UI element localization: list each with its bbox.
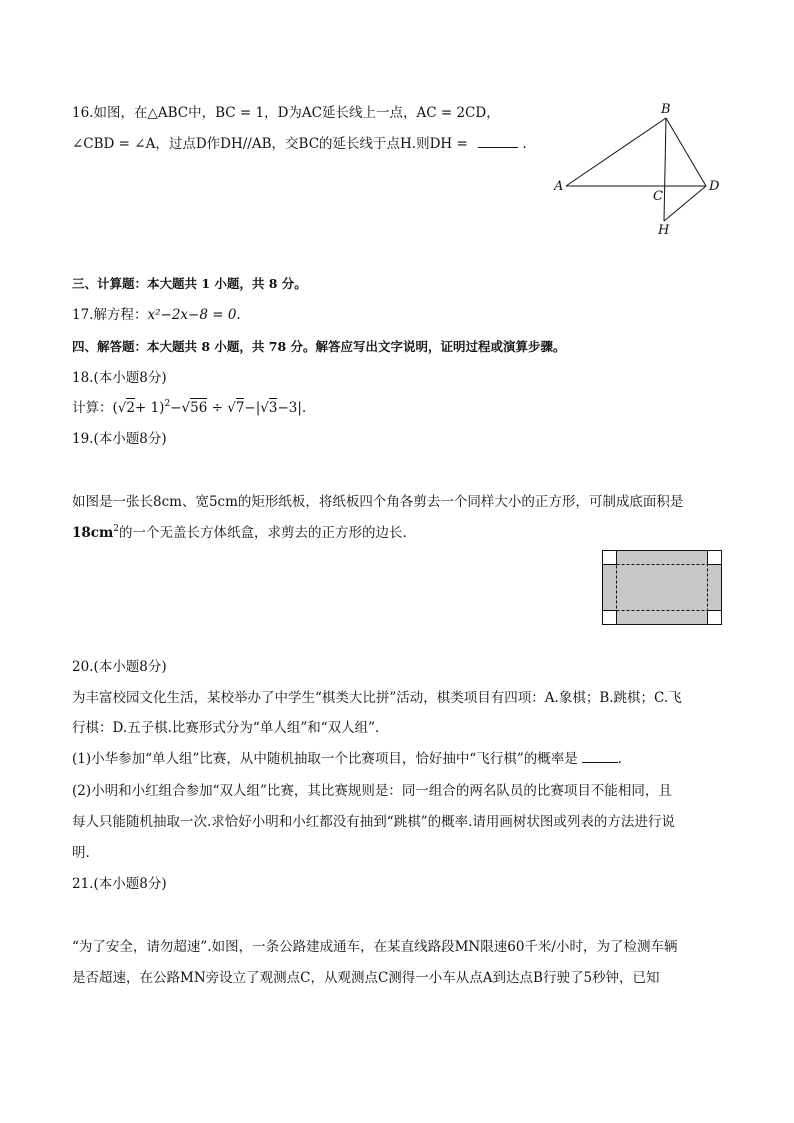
q19-line2 — [72, 523, 416, 543]
section4-heading: 四、解答题：本大题共 8 小题，共 78 分。解答应写出文字说明，证明过程或演算步骤。 — [72, 339, 566, 354]
corner-square — [708, 551, 722, 565]
q18-radicand-7: 7 — [235, 400, 245, 416]
q18-radicand-3: 3 — [268, 400, 278, 416]
q18-abs-close: −3|. — [277, 400, 307, 416]
segment-ab — [566, 118, 666, 186]
segment-bh — [664, 118, 666, 221]
triangle-figure — [548, 96, 738, 238]
q18-heading: 18.(本小题8分) — [72, 370, 167, 386]
section3-heading: 三、计算题：本大题共 1 小题，共 8 分。 — [72, 276, 307, 291]
q20-line1: 为丰富校园文化生活，某校举办了中学生“棋类大比拼”活动，棋类项目有四项：A.象棋；B.跳棋；C.飞 — [72, 690, 682, 706]
q18-square: 2 — [164, 399, 171, 409]
q21-heading: 21.(本小题8分) — [72, 876, 167, 892]
segment-hd — [664, 186, 706, 221]
q21-line1: “为了安全，请勿超速”.如图，一条公路建成通车，在某直线路段MN限速60千米/小时，为了检测车辆 — [72, 939, 678, 955]
q20-line3 — [72, 749, 631, 769]
label-c: C — [653, 189, 663, 204]
corner-square — [603, 551, 617, 565]
label-d: D — [709, 179, 720, 194]
label-a: A — [554, 179, 564, 194]
segment-bd — [666, 118, 706, 186]
answer-blank — [582, 749, 618, 763]
q19-heading: 19.(本小题8分) — [72, 431, 167, 447]
q20-line2: 行棋：D.五子棋.比赛形式分为“单人组”和“双人组”． — [72, 720, 389, 736]
cardboard-rect — [603, 551, 722, 625]
label-h: H — [658, 223, 670, 238]
q18-prefix: 计算：( — [72, 400, 118, 416]
q18-plus-one: + 1) — [134, 400, 165, 416]
q18-div: ÷ — [207, 400, 228, 416]
q17 — [72, 305, 241, 325]
q16-line2-text: ∠CBD = ∠A，过点D作DH//AB，交BC的延长线于点H.则DH = — [72, 136, 468, 152]
q17-prefix: 17.解方程： — [72, 307, 148, 323]
q20-line3-text: (1)小华参加“单人组”比赛，从中随机抽取一个比赛项目，恰好抽中“飞行棋”的概率是 — [72, 751, 578, 767]
cardboard-figure — [602, 550, 723, 626]
q18-radicand-56: 56 — [190, 400, 208, 416]
q16-end: . — [522, 136, 527, 152]
q18-expression: 计算：$(√2+ 1)^2-√56 \div √7-|√3-3|$. — [72, 399, 307, 416]
q19-area: 18cm — [72, 525, 114, 541]
q17-equation: x²−2x−8 = 0. — [147, 307, 241, 323]
q16-line1: 16.如图，在△ABC中，BC = 1，D为AC延长线上一点，AC = 2CD， — [72, 105, 500, 121]
q20-line6: 明. — [72, 845, 90, 861]
q18-radicand-2: 2 — [126, 400, 135, 416]
q20-line3-end: ． — [617, 751, 632, 767]
q19-line2-rest: 的一个无盖长方体纸盒，求剪去的正方形的边长． — [119, 525, 417, 541]
q21-line2: 是否超速，在公路MN旁设立了观测点C，从观测点C测得一小车从点A到达点B行驶了5秒钟，已知 — [72, 970, 660, 986]
q19-area-exp: 2 — [113, 524, 120, 534]
q18-abs-open: −| — [244, 400, 261, 416]
corner-square — [708, 611, 722, 625]
q18-minus: − — [170, 400, 182, 416]
q20-heading: 20.(本小题8分) — [72, 659, 167, 675]
label-b: B — [661, 102, 671, 117]
q20-line5: 每人只能随机抽取一次.求恰好小明和小红都没有抽到“跳棋”的概率.请用画树状图或列表的方法进行说 — [72, 814, 675, 830]
q20-line4: (2)小明和小红组合参加“双人组”比赛，其比赛规则是：同一组合的两名队员的比赛项目不能相同，且 — [72, 783, 672, 799]
corner-square — [603, 611, 617, 625]
q16-line2 — [72, 134, 527, 154]
answer-blank — [478, 134, 518, 148]
q19-line1: 如图是一张长8cm、宽5cm的矩形纸板，将纸板四个角各剪去一个同样大小的正方形，可制成底面积是 — [72, 494, 684, 510]
